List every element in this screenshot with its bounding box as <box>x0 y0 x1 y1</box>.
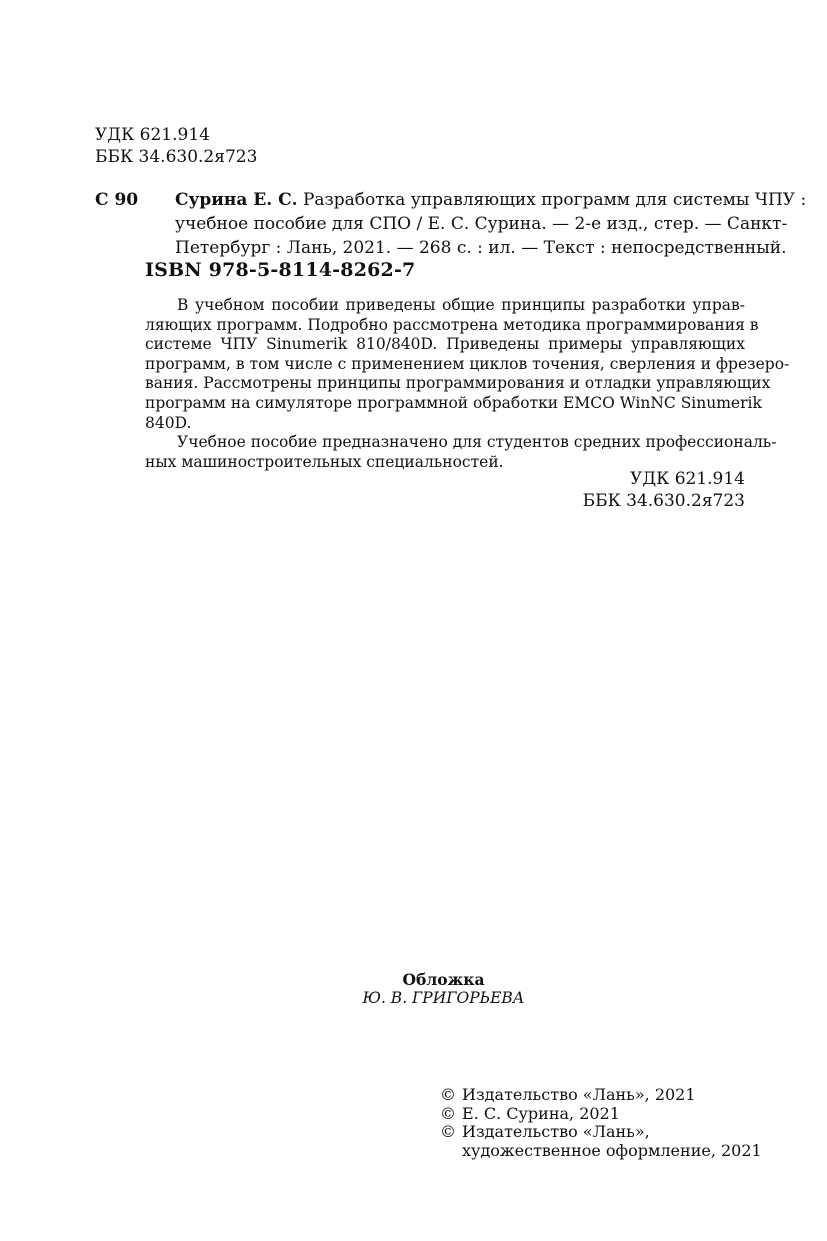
biblio-line: Сурина Е. С. Разработка управляющих программ для системы ЧПУ : <box>175 190 807 210</box>
annotation-line: ляющих программ. Подробно рассмотрена методика программирования в <box>145 315 759 334</box>
annotation-line: В учебном пособии приведены общие принципы разработки управ- <box>177 296 745 314</box>
copyright-line-continuation: художественное оформление, 2021 <box>462 1140 762 1160</box>
classification-top <box>95 124 257 168</box>
annotation-line: Учебное пособие предназначено для студентов средних профессиональ- <box>177 433 777 452</box>
udk-code: УДК 621.914 <box>95 125 210 145</box>
cover-label: Обложка <box>402 970 485 989</box>
bbk-code-bottom: ББК 34.630.2я723 <box>582 491 745 511</box>
annotation-line: 840D. <box>145 413 192 432</box>
annotation-line: программ, в том числе с применением циклов точения, сверления и фрезеро- <box>145 354 790 373</box>
copyright-icon: © <box>440 1122 456 1141</box>
isbn: ISBN 978-5-8114-8262-7 <box>145 259 416 281</box>
author-mark: С 90 <box>95 190 139 210</box>
biblio-line: Петербург : Лань, 2021. — 268 с. : ил. — Текст : непосредственный. <box>175 238 787 258</box>
classification-bottom <box>583 468 745 512</box>
annotation-line: ных машиностроительных специальностей. <box>145 452 504 471</box>
annotation-line: вания. Рассмотрены принципы программирования и отладки управляющих <box>145 374 771 393</box>
copyright-line: © Е. С. Сурина, 2021 <box>440 1103 620 1123</box>
cover-credit <box>0 970 827 1008</box>
cover-artist: Ю. В. ГРИГОРЬЕВА <box>362 989 525 1007</box>
copyright-block <box>440 1086 762 1160</box>
copyright-line: © Издательство «Лань», 2021 <box>440 1085 696 1104</box>
copyright-icon: © <box>440 1103 456 1123</box>
annotation-line: программ на симуляторе программной обработки EMCO WinNC Sinumerik <box>145 393 762 412</box>
bibliographic-record <box>175 188 807 260</box>
annotation-line: системе ЧПУ Sinumerik 810/840D. Приведены примеры управляющих <box>145 335 745 354</box>
copyright-line: © Издательство «Лань», <box>440 1122 650 1141</box>
annotation <box>145 296 790 472</box>
bbk-code: ББК 34.630.2я723 <box>95 147 258 167</box>
author-name: Сурина Е. С. <box>175 190 298 210</box>
biblio-line: учебное пособие для СПО / Е. С. Сурина. — 2-е изд., стер. — Санкт- <box>175 214 788 234</box>
copyright-icon: © <box>440 1085 456 1104</box>
udk-code-bottom: УДК 621.914 <box>630 469 745 489</box>
